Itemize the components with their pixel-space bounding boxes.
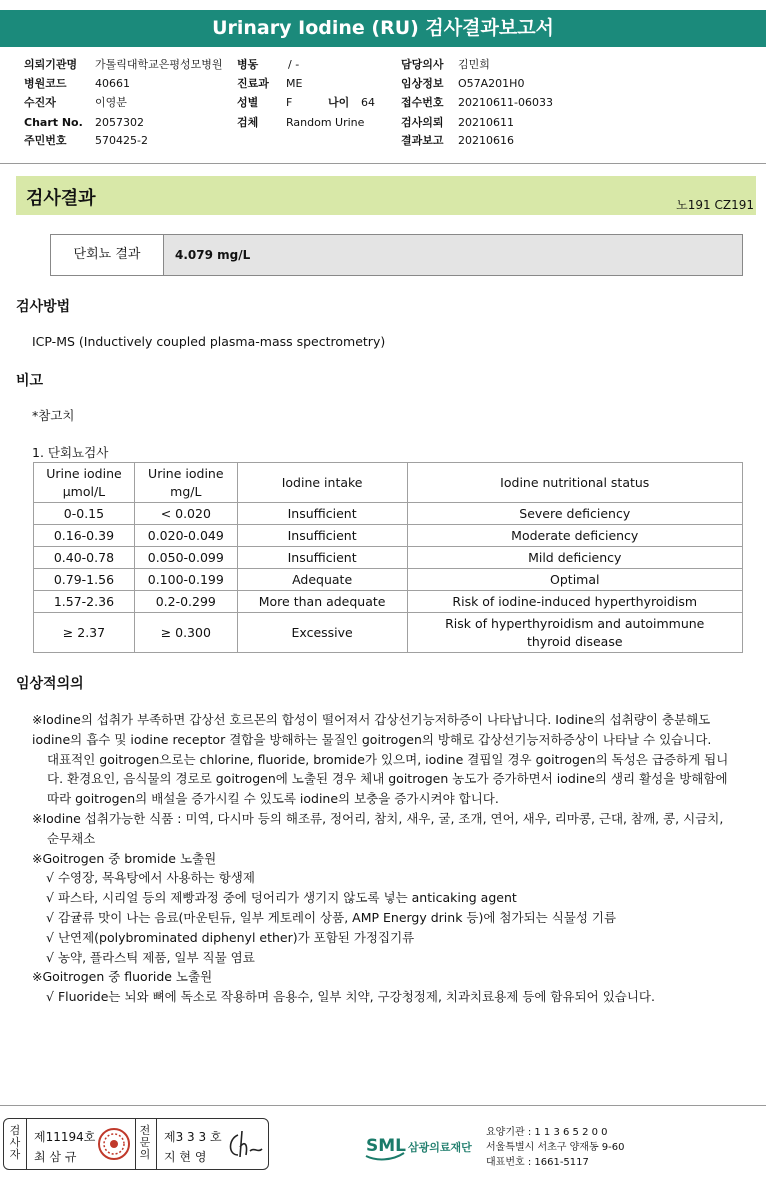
age-value: 64: [361, 96, 375, 109]
specialist-name: 지 현 영: [164, 1150, 207, 1164]
reference-table: [33, 462, 743, 653]
table-row: [34, 591, 743, 613]
clinical-paragraph: ※Iodine의 섭취가 부족하면 갑상선 호르몬의 합성이 떨어져서 갑상선기능저하증이 나타납니다. Iodine의 섭취량이 충분해도 iodine의 흡수 및 iodine receptor 결합을 방해하는 물질인 goitrogen의 방해로 갑상선기능저하증상이 나타날 수 있습니다.: [32, 712, 712, 747]
doctor-label: 담당의사: [401, 58, 444, 71]
clinical-info-label: 임상정보: [401, 77, 444, 90]
ward-label: 병동: [237, 58, 259, 71]
clinical-info-value: O57A201H0: [458, 77, 525, 90]
table-row: [34, 547, 743, 569]
clinical-text: [32, 710, 732, 1007]
request-date-value: 20210611: [458, 116, 514, 129]
header-text: Iodine intake: [281, 474, 363, 490]
table-cell: More than adequate: [237, 591, 407, 613]
doctor-value: 김민희: [458, 58, 490, 71]
specimen-value: Random Urine: [286, 116, 365, 129]
receipt-no-label: 접수번호: [401, 96, 444, 109]
signature-box: [3, 1118, 269, 1170]
method-header: 검사방법: [16, 299, 71, 315]
hospital-code-label: 병원코드: [24, 77, 67, 90]
table-header-row: [34, 463, 743, 503]
report-title: Urinary Iodine (RU) 검사결과보고서: [0, 10, 766, 47]
table-cell: Insufficient: [237, 547, 407, 569]
organization-name: 삼광의료재단: [408, 1141, 472, 1154]
table-cell: Risk of iodine-induced hyperthyroidism: [407, 591, 743, 613]
table-row: [34, 525, 743, 547]
clinical-header: 임상적의의: [16, 676, 84, 692]
table-title: 1. 단회뇨검사: [32, 445, 109, 460]
table-cell: 0.050-0.099: [134, 547, 237, 569]
table-row: [34, 569, 743, 591]
receipt-no-value: 20210611-06033: [458, 96, 553, 109]
table-header-cell: [407, 463, 743, 503]
table-cell: 1.57-2.36: [34, 591, 135, 613]
ward-value: / -: [288, 58, 300, 71]
header-text: Iodine nutritional status: [500, 474, 650, 490]
clinical-bullet: √ 난연제(polybrominated diphenyl ether)가 포함된 가정집기류: [46, 929, 415, 945]
result-label: 단회뇨 결과: [51, 235, 164, 275]
resident-no-label: 주민번호: [24, 134, 67, 147]
clinical-paragraph: ※Goitrogen 중 bromide 노출원: [32, 850, 217, 866]
divider: [0, 163, 766, 164]
table-cell: Excessive: [237, 613, 407, 653]
result-code: 노191 CZ191: [676, 198, 754, 212]
address: 서울특별시 서초구 양재동 9-60: [486, 1142, 625, 1153]
table-cell: < 0.020: [134, 503, 237, 525]
table-cell: Insufficient: [237, 525, 407, 547]
care-code: 요양기관 : 1 1 3 6 5 2 0 0: [486, 1127, 608, 1138]
divider: [156, 1119, 157, 1169]
report-date-label: 결과보고: [401, 134, 444, 147]
table-cell: 0.020-0.049: [134, 525, 237, 547]
table-cell: ≥ 2.37: [34, 613, 135, 653]
organization-address: [486, 1125, 625, 1170]
patient-info: [0, 56, 766, 156]
table-cell: Optimal: [407, 569, 743, 591]
result-header-band: [16, 176, 756, 215]
specimen-label: 검체: [237, 116, 259, 129]
divider: [26, 1119, 27, 1169]
table-header-cell: [34, 463, 135, 503]
table-cell: Mild deficiency: [407, 547, 743, 569]
table-cell: Risk of hyperthyroidism and autoimmune thyroid disease: [407, 613, 743, 653]
sex-label: 성별: [237, 96, 259, 109]
clinical-paragraph: 대표적인 goitrogen으로는 chlorine, fluoride, bromide가 있으며, iodine 결핍일 경우 goitrogen의 독성은 급증하게 됩니다. 환경요인, 음식물의 경로로 goitrogen에 노출된 경우 체내 goitrogen 농도가 증가하면서 iodine의 생리 활성을 방해함에 따라 goitrogen의 배설을 증가시킬 수 있도록 iodine의 보충을 증가시켜야 합니다.: [47, 751, 729, 807]
institution-label: 의뢰기관명: [24, 58, 78, 71]
table-cell: 0.2-0.299: [134, 591, 237, 613]
table-cell: Adequate: [237, 569, 407, 591]
table-row: [34, 613, 743, 653]
age-label: 나이: [328, 96, 350, 109]
inspector-number: 제11194호: [34, 1130, 96, 1144]
header-text: Urine iodine: [148, 465, 224, 481]
department-value: ME: [286, 77, 303, 90]
clinical-paragraph: ※Iodine 섭취가능한 식품 : 미역, 다시마 등의 해조류, 정어리, 참치, 새우, 굴, 조개, 연어, 새우, 리마콩, 근대, 참깨, 콩, 시금치, 순무채소: [32, 810, 724, 846]
table-row: [34, 503, 743, 525]
report-date-value: 20210616: [458, 134, 514, 147]
table-cell: Insufficient: [237, 503, 407, 525]
header-text: μmol/L: [62, 483, 106, 499]
patient-value: 이영분: [95, 96, 127, 109]
reference-label: *참고치: [32, 408, 75, 423]
patient-label: 수진자: [24, 96, 56, 109]
inspector-name: 최 삼 규: [34, 1150, 77, 1164]
divider: [135, 1119, 136, 1169]
result-header: 검사결과: [26, 188, 96, 209]
table-header-cell: [134, 463, 237, 503]
table-cell: 0.40-0.78: [34, 547, 135, 569]
department-label: 진료과: [237, 77, 269, 90]
table-cell: 0.100-0.199: [134, 569, 237, 591]
header-text: Urine iodine: [46, 465, 122, 481]
logo-text: SML: [366, 1136, 406, 1156]
clinical-bullet: √ 파스타, 시리얼 등의 제빵과정 중에 덩어리가 생기지 않도록 넣는 anticaking agent: [46, 890, 517, 906]
request-date-label: 검사의뢰: [401, 116, 444, 129]
sex-value: F: [286, 96, 293, 109]
clinical-bullet: √ 농약, 플라스틱 제품, 일부 직물 염료: [46, 949, 255, 965]
table-cell: Severe deficiency: [407, 503, 743, 525]
header-text: mg/L: [170, 483, 202, 499]
hospital-code-value: 40661: [95, 77, 130, 90]
chart-no-value: 2057302: [95, 116, 144, 129]
seal-stamp: [97, 1127, 131, 1164]
phone: 대표번호 : 1661-5117: [486, 1157, 589, 1168]
chart-no-label: Chart No.: [24, 116, 83, 129]
inspector-vertical-label: 검 사 자: [9, 1124, 21, 1161]
clinical-bullet: √ 수영장, 목욕탕에서 사용하는 항생제: [46, 870, 255, 886]
sml-logo: [364, 1127, 406, 1166]
table-cell: 0.16-0.39: [34, 525, 135, 547]
remarks-header: 비고: [16, 373, 44, 389]
resident-no-value: 570425-2: [95, 134, 148, 147]
institution-value: 가톨릭대학교은평성모병원: [95, 58, 223, 71]
table-cell: 0-0.15: [34, 503, 135, 525]
table-cell: 0.79-1.56: [34, 569, 135, 591]
table-header-cell: [237, 463, 407, 503]
clinical-bullet: √ 감귤류 맛이 나는 음료(마운틴듀, 일부 게토레이 상품, AMP Energy drink 등)에 첨가되는 식물성 기름: [46, 909, 617, 925]
specialist-number: 제3 3 3 호: [164, 1130, 222, 1144]
table-cell: ≥ 0.300: [134, 613, 237, 653]
result-value: 4.079 mg/L: [175, 248, 251, 262]
clinical-bullet: √ Fluoride는 뇌와 뼈에 독소로 작용하며 음용수, 일부 치약, 구강청정제, 치과치료용제 등에 함유되어 있습니다.: [46, 989, 655, 1005]
clinical-paragraph: ※Goitrogen 중 fluoride 노출원: [32, 969, 213, 985]
specialist-vertical-label: 전 문 의: [139, 1124, 151, 1161]
method-text: ICP-MS (Inductively coupled plasma-mass spectrometry): [32, 334, 386, 349]
table-cell: Moderate deficiency: [407, 525, 743, 547]
footer-divider: [0, 1105, 766, 1106]
result-box: [50, 234, 743, 276]
signature-image: [224, 1127, 264, 1166]
